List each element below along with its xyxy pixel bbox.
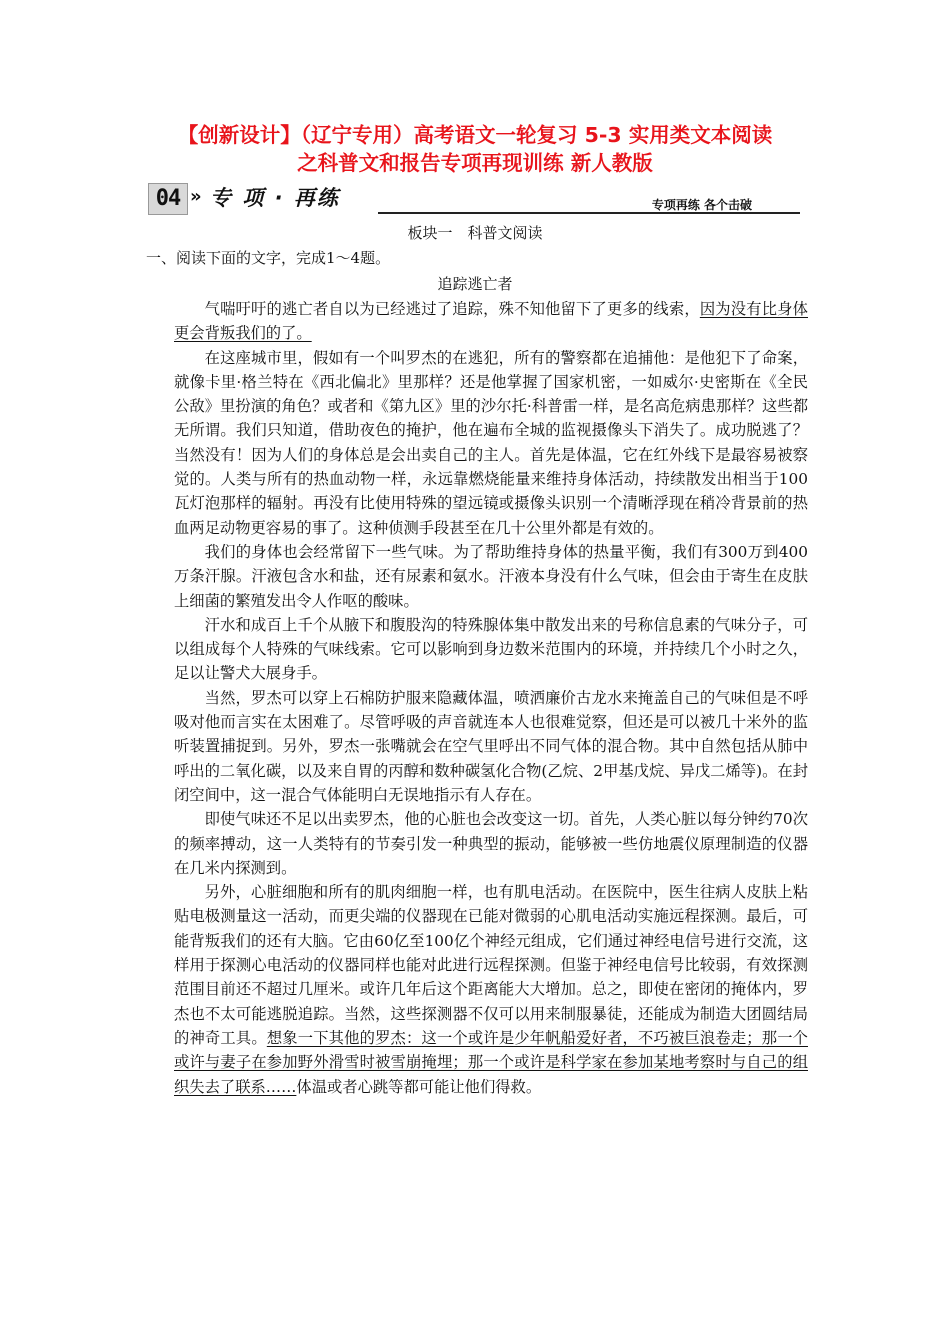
paragraph-7-underlined: 想象一下其他的罗杰：这一个或许是少年帆船爱好者，不巧被巨浪卷走；那一个或许与妻子在参加野外滑雪时被雪崩掩埋；那一个或许是科学家在参加某地考察时与自己的组织失去了联系…… [174, 1028, 808, 1096]
paragraph-7-ending: 体温或者心跳等都可能让他们得救。 [296, 1077, 542, 1096]
paragraph-6 [174, 807, 808, 880]
article-body [174, 297, 808, 1099]
title-line-2: 之科普文和报告专项再现训练 新人教版 [297, 151, 653, 175]
paragraph-4 [174, 613, 808, 686]
banner-number: 04 [148, 183, 188, 215]
paragraph-4-text: 汗水和成百上千个从腋下和腹股沟的特殊腺体集中散发出来的号称信息素的气味分子，可以组成每个人特殊的气味线索。它可以影响到身边数米范围内的环境，并持续几个小时之久，足以让警犬大展身手。 [174, 615, 808, 683]
banner-tagline: 专项再练 各个击破 [651, 198, 752, 212]
paragraph-3-text: 我们的身体也会经常留下一些气味。为了帮助维持身体的热量平衡，我们有300万到400万条汗腺。汗液包含水和盐，还有尿素和氨水。汗液本身没有什么气味，但会由于寄生在皮肤上细菌的繁殖发出令人作呕的酸味。 [174, 542, 808, 610]
paragraph-1 [174, 297, 808, 346]
document-title [130, 121, 820, 177]
article-title: 追踪逃亡者 [437, 275, 513, 293]
paragraph-1-underlined: 因为没有比身体更会背叛我们的了。 [174, 300, 808, 343]
section-title: 板块一 科普文阅读 [407, 224, 543, 242]
banner-heading: 专 项 · 再练 [210, 186, 340, 210]
section-banner [148, 183, 800, 215]
banner-arrow-icon: » [190, 186, 202, 207]
paragraph-5-text: 当然，罗杰可以穿上石棉防护服来隐藏体温，喷洒廉价古龙水来掩盖自己的气味但是不呼吸对他而言实在太困难了。尽管呼吸的声音就连本人也很难觉察，但还是可以被几十米外的监听装置捕捉到。另外，罗杰一张嘴就会在空气里呼出不同气体的混合物。其中自然包括从肺中呼出的二氧化碳，以及来自胃的丙醇和数种碳氢化合物(乙烷、2甲基戊烷、异戊二烯等)。在封闭空间中，这一混合气体能明白无误地指示有人存在。 [174, 688, 808, 804]
paragraph-6-text: 即使气味还不足以出卖罗杰，他的心脏也会改变这一切。首先，人类心脏以每分钟约70次的频率搏动，这一人类特有的节奏引发一种典型的振动，能够被一些仿地震仪原理制造的仪器在几米内探测到。 [174, 810, 808, 877]
title-line-1: 【创新设计】（辽宁专用）高考语文一轮复习 5-3 实用类文本阅读 [177, 123, 773, 147]
paragraph-5 [174, 686, 808, 807]
banner-rule [378, 212, 800, 214]
paragraph-3 [174, 540, 808, 613]
question-intro: 一、阅读下面的文字，完成1～4题。 [146, 249, 391, 267]
paragraph-1-text: 气喘吁吁的逃亡者自以为已经逃过了追踪，殊不知他留下了更多的线索， [204, 300, 700, 318]
paragraph-2 [174, 346, 808, 540]
paragraph-2-text: 在这座城市里，假如有一个叫罗杰的在逃犯，所有的警察都在追捕他：是他犯下了命案，就像卡里·格兰特在《西北偏北》里那样？还是他掌握了国家机密，一如威尔·史密斯在《全民公敌》里扮演的角色？或者和《第九区》里的沙尔托·科普雷一样，是名高危病患那样？这些都无所谓。我们只知道，借助夜色的掩护，他在遍布全城的监视摄像头下消失了。成功脱逃了？当然没有！因为人们的身体总是会出卖自己的主人。首先是体温，它在红外线下是最容易被察觉的。人类与所有的热血动物一样，永远靠燃烧能量来维持身体活动，持续散发出相当于100瓦灯泡那样的辐射。再没有比使用特殊的望远镜或摄像头识别一个清晰浮现在稍冷背景前的热血两足动物更容易的事了。这种侦测手段甚至在几十公里外都是有效的。 [174, 348, 808, 537]
paragraph-7 [174, 880, 808, 1099]
paragraph-7-text: 另外，心脏细胞和所有的肌肉细胞一样，也有肌电活动。在医院中，医生往病人皮肤上粘贴电极测量这一活动，而更尖端的仪器现在已能对微弱的心肌电活动实施远程探测。最后，可能背叛我们的还有大脑。它由60亿至100亿个神经元组成，它们通过神经电信号进行交流，这样用于探测心电活动的仪器同样也能对此进行远程探测。但鉴于神经电信号比较弱，有效探测范围目前还不超过几厘米。或许几年后这个距离能大大增加。总之，即使在密闭的掩体内，罗杰也不太可能逃脱追踪。当然，这些探测器不仅可以用来制服暴徒，还能成为制造大团圆结局的神奇工具。 [174, 883, 808, 1047]
